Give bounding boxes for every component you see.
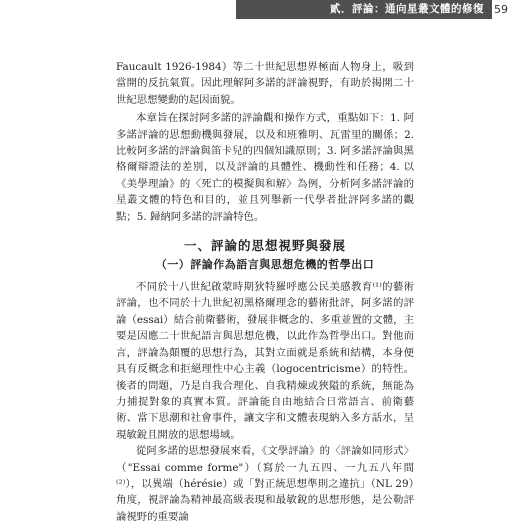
page-body — [116, 59, 414, 525]
body-paragraph-4: 從阿多諾的思想發展來看，《文學評論》的〈評論如同形式〉（"Essai comme forme"）（寫於一九五四、一九五八年間⁽²⁾），以異端（hérésie）或「對正統思想準則之違抗」（NL 29）角度，視評論為精神最高級表現和最敏銳的思想形態，是公勒評論視野的重要論 — [116, 445, 414, 523]
page-number: 59 — [494, 3, 508, 16]
subsection-heading: （一）評論作為語言與思想危機的哲學出口 — [155, 258, 375, 272]
section-heading: 一、評論的思想視野與發展 — [183, 238, 346, 254]
body-paragraph-2: 本章旨在探討阿多諾的評論觀和操作方式，重點如下：1. 阿多諾評論的思想動機與發展，以及和班雅明、瓦雷里的關係；2. 比較阿多諾的評論與笛卡兒的四個知識原則；3. 阿多諾評論與黑格爾辯證法的差別，以及評論的具體性、機動性和任務；4. 以《美學理論》的〈死亡的模擬與和解〉為例，分析阿多諾評論的星叢文體的特色和目的，並且列舉新一代學者批評阿多諾的觀點；5. 歸納阿多諾的評論特色。 — [116, 112, 414, 223]
body-paragraph-1: Faucault 1926-1984）等二十世紀思想界極面人物身上，吸到當開的反抗氣質。因此理解阿多諾的評論視野，有助於揭開二十世紀思想變動的起因面貌。 — [116, 61, 414, 106]
running-header — [0, 0, 520, 22]
running-title: 貳．評論：通向星叢文體的修復 — [236, 0, 492, 19]
body-paragraph-3: 不同於十八世紀啟蒙時期狄特羅呼應公民美感教育⁽¹⁾的藝術評論，也不同於十九世紀初黑格爾理念的藝術批評，阿多諾的評論（essai）結合前衛藝術，發展非概念的、多重並置的文體，主要是因應二十世紀語言與思想危機，以此作為哲學出口。對他而言，評論為顛覆的思想行為，其對立面就是系統和結構，本身便具有反概念和拒絕理性中心主義（logocentricisme）的特性。後者的問題，乃是自我合理化、自我精煉或狹隘的系統，無能為力捕捉對象的真實本質。評論能自由地結合日常語言、前衛藝術、當下思潮和社會事件，讓文字和文體表現納入多方話水，呈現敏銳且開放的思想場域。 — [116, 281, 414, 441]
